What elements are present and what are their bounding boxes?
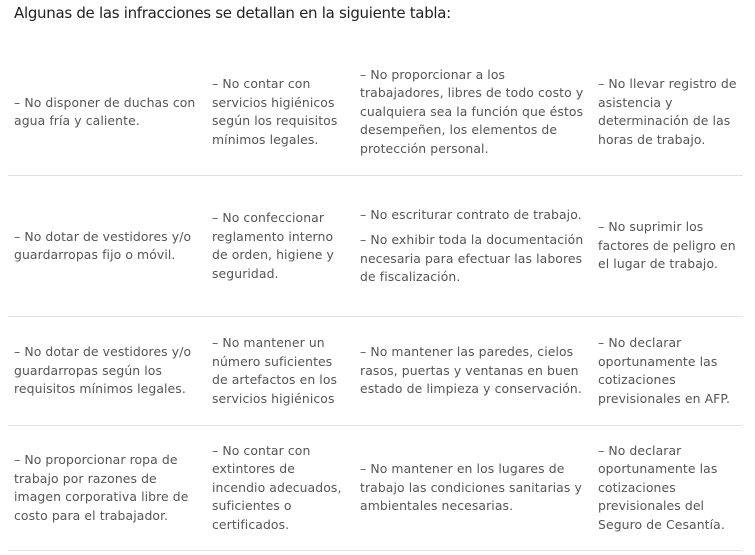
table-cell [354,176,592,317]
infraction-text: – No disponer de duchas con agua fría y caliente. [14,94,196,128]
table-row [8,176,743,317]
table-cell [354,317,592,426]
infraction-text: – No escriturar contrato de trabajo. [360,206,582,222]
table-row [8,49,743,176]
infractions-table [8,49,743,551]
table-row [8,426,743,551]
table-cell [354,49,592,176]
table-cell [8,317,206,426]
infraction-text: – No confeccionar reglamento interno de orden, higiene y seguridad. [212,210,334,281]
table-cell [592,176,743,317]
infraction-text: – No llevar registro de asistencia y determinación de las horas de trabajo. [598,76,737,147]
table-cell [8,426,206,551]
infraction-text: – No proporcionar ropa de trabajo por razones de imagen corporativa libre de costo para el trabajador. [14,452,189,523]
infraction-text: – No dotar de vestidores y/o guardarropas fijo o móvil. [14,228,192,262]
infraction-text: – No contar con extintores de incendio adecuados, suficientes o certificados. [212,442,342,532]
table-cell [592,426,743,551]
table-cell [206,426,354,551]
table-cell [8,49,206,176]
table-cell [354,426,592,551]
table-row [8,317,743,426]
infraction-text: – No contar con servicios higiénicos según los requisitos mínimos legales. [212,76,338,147]
infraction-text: – No suprimir los factores de peligro en el lugar de trabajo. [598,219,736,272]
table-cell [206,317,354,426]
infraction-text: – No proporcionar a los trabajadores, libres de todo costo y cualquiera sea la función que éstos desempeñen, los elementos de protección personal. [360,66,584,156]
table-cell [206,176,354,317]
infraction-text: – No mantener un número suficientes de artefactos en los servicios higiénicos [212,335,338,406]
page-heading: Algunas de las infracciones se detallan en la siguiente tabla: [14,4,451,22]
table-cell [8,176,206,317]
infraction-text: – No exhibir toda la documentación necesaria para efectuar las labores de fiscalización. [360,232,584,284]
infraction-text: – No declarar oportunamente las cotizaciones previsionales en AFP. [598,335,731,406]
infraction-text: – No mantener las paredes, cielos rasos, puertas y ventanas en buen estado de limpieza y conservación. [360,344,582,397]
infraction-text: – No declarar oportunamente las cotizaciones previsionales del Seguro de Cesantía. [598,442,725,532]
table-cell [592,49,743,176]
table-cell [206,49,354,176]
infraction-text: – No dotar de vestidores y/o guardarropas según los requisitos mínimos legales. [14,344,192,397]
table-cell [592,317,743,426]
infraction-text: – No mantener en los lugares de trabajo las condiciones sanitarias y ambientales necesarias. [360,461,582,514]
